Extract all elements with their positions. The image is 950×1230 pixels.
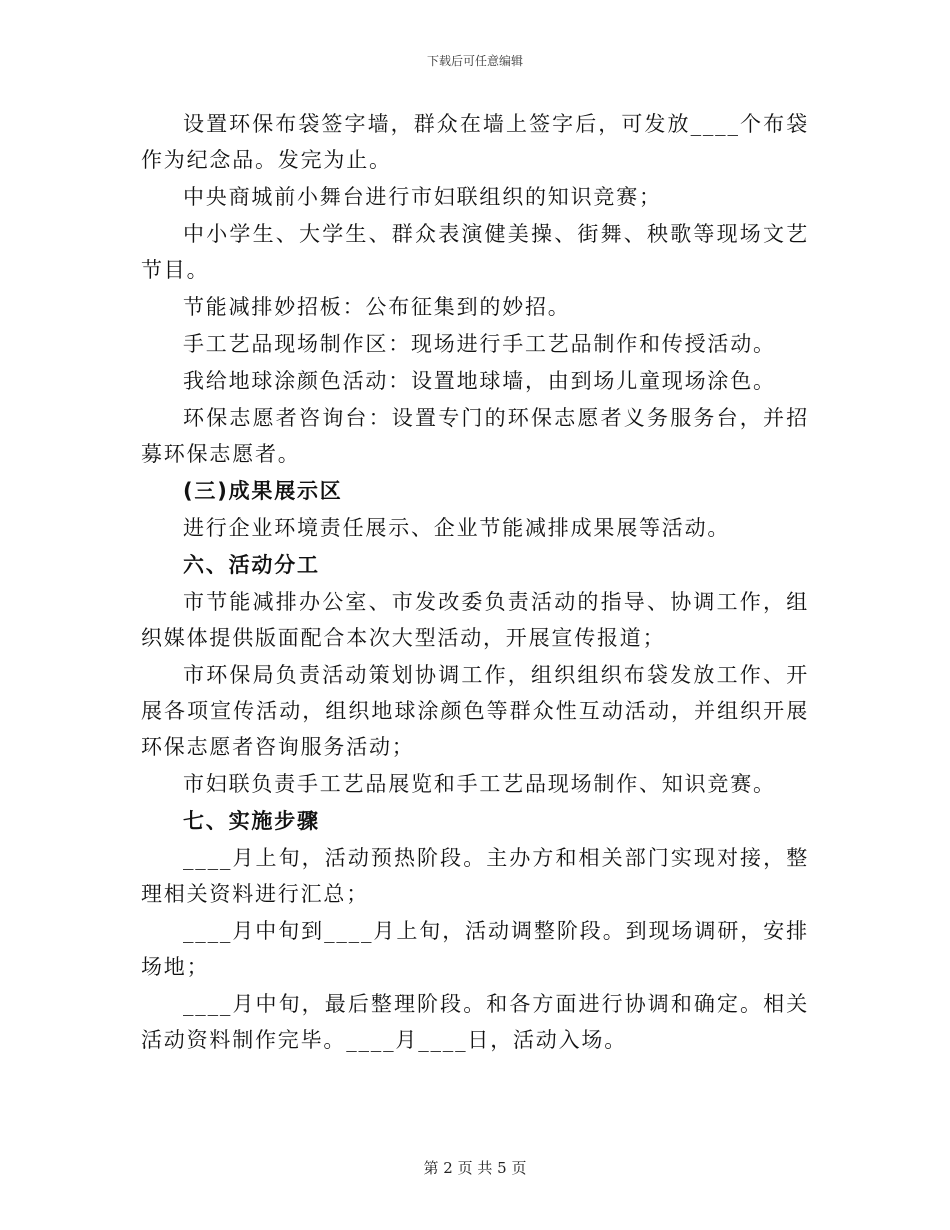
page-header: 下载后可任意编辑 [426, 54, 523, 68]
paragraph-handicraft-area: 手工艺品现场制作区：现场进行手工艺品制作和传授活动。 [183, 332, 776, 356]
paragraph-tote-bag-wall: 设置环保布袋签字墙，群众在墙上签字后，可发放____个布袋作为纪念品。发完为止。 [141, 112, 809, 172]
page-number-footer: 第 2 页 共 5 页 [423, 1159, 527, 1177]
paragraph-step-final: ____月中旬，最后整理阶段。和各方面进行协调和确定。相关活动资料制作完毕。____月____日，活动入场。 [141, 992, 809, 1052]
paragraph-energy-office: 市节能减排办公室、市发改委负责活动的指导、协调工作，组织媒体提供版面配合本次大型活动，开展宣传报道； [141, 590, 809, 650]
paragraph-step-adjustment: ____月中旬到____月上旬，活动调整阶段。到现场调研，安排场地； [141, 919, 809, 979]
paragraph-environment-bureau: 市环保局负责活动策划协调工作，组织组织布袋发放工作、开展各项宣传活动，组织地球涂颜色等群众性互动活动，并组织开展环保志愿者咨询服务活动； [141, 663, 809, 759]
paragraph-tips-board: 节能减排妙招板：公布征集到的妙招。 [183, 295, 571, 319]
document-body [141, 106, 809, 1059]
paragraph-performances: 中小学生、大学生、群众表演健美操、街舞、秧歌等现场文艺节目。 [141, 222, 809, 282]
paragraph-earth-coloring: 我给地球涂颜色活动：设置地球墙，由到场儿童现场涂色。 [183, 369, 776, 393]
section-heading-implementation-steps: 七、实施步骤 [183, 809, 320, 833]
section-heading-results-area: (三)成果展示区 [183, 479, 343, 503]
paragraph-step-warmup: ____月上旬，活动预热阶段。主办方和相关部门实现对接，整理相关资料进行汇总； [141, 846, 809, 906]
section-heading-division-of-labor: 六、活动分工 [183, 553, 320, 577]
paragraph-results-display: 进行企业环境责任展示、企业节能减排成果展等活动。 [183, 516, 731, 540]
paragraph-volunteer-desk: 环保志愿者咨询台：设置专门的环保志愿者义务服务台，并招募环保志愿者。 [141, 406, 809, 466]
paragraph-womens-federation: 市妇联负责手工艺品展览和手工艺品现场制作、知识竞赛。 [183, 772, 776, 796]
paragraph-knowledge-contest: 中央商城前小舞台进行市妇联组织的知识竞赛； [183, 185, 662, 209]
